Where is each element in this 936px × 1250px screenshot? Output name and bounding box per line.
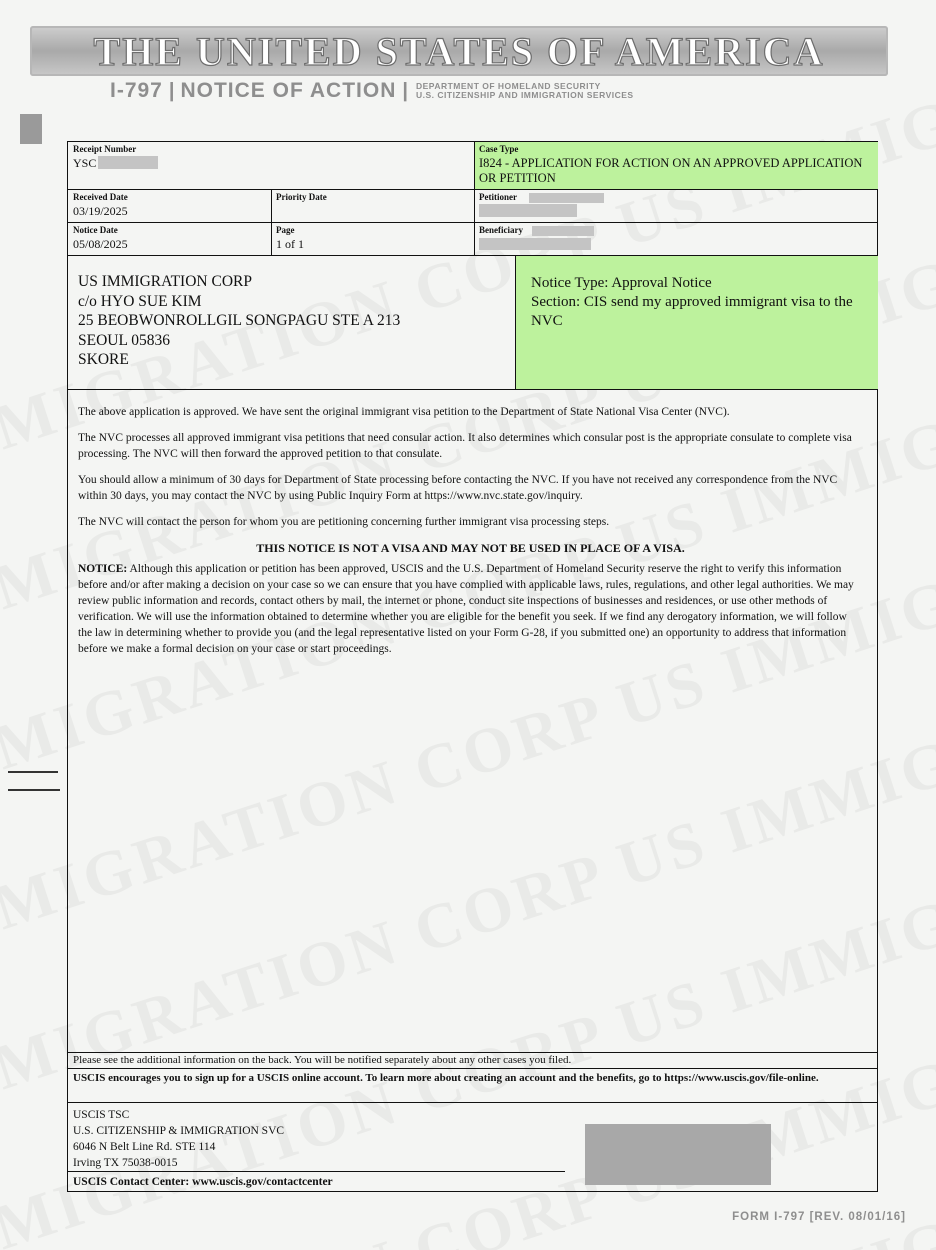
fold-mark [8, 771, 58, 773]
body-paragraph: You should allow a minimum of 30 days for Department of State processing before contacting the NVC. If you have not received any correspondence from the NVC within 30 days, you may contact the NVC by using Public Inquiry Form at https://www.nvc.state.gov/inquiry. [78, 474, 838, 502]
address-line: SKORE [78, 351, 129, 368]
back-info: Please see the additional information on the back. You will be notified separately about any other cases you filed. [73, 1054, 572, 1066]
body-paragraph: The above application is approved. We have sent the original immigrant visa petition to the Department of State National Visa Center (NVC). [78, 406, 730, 418]
notice-disclaimer [78, 561, 863, 657]
body-paragraph: The NVC will contact the person for whom you are petitioning concerning further immigrant visa processing steps. [78, 516, 610, 528]
case-type-value: I824 - APPLICATION FOR ACTION ON AN APPROVED APPLICATION OR PETITION [479, 156, 863, 185]
barcode-redaction [585, 1124, 771, 1185]
redaction [532, 226, 594, 236]
divider [68, 1102, 878, 1103]
case-type-cell [474, 142, 878, 190]
notice-form [67, 141, 878, 1192]
department-line1: DEPARTMENT OF HOMELAND SECURITY [415, 81, 601, 91]
priority-date-label: Priority Date [276, 192, 327, 202]
divider [68, 1171, 565, 1172]
address-line: 25 BEOBWONROLLGIL SONGPAGU STE A 213 [78, 312, 401, 329]
address-line: c/o HYO SUE KIM [78, 292, 202, 310]
department-line2: U.S. CITIZENSHIP AND IMMIGRATION SERVICES [415, 90, 634, 100]
notice-body [78, 404, 863, 667]
received-date-label: Received Date [73, 192, 128, 202]
received-date-cell [68, 190, 271, 223]
receipt-number-label: Receipt Number [73, 144, 137, 154]
divider [68, 1052, 878, 1053]
redaction [479, 204, 577, 217]
header-separator: | [168, 79, 175, 102]
visa-warning: THIS NOTICE IS NOT A VISA AND MAY NOT BE USED IN PLACE OF A VISA. [256, 541, 685, 555]
contact-center: USCIS Contact Center: www.uscis.gov/contactcenter [73, 1176, 333, 1188]
uscis-office-address [73, 1107, 284, 1171]
receipt-number-value: YSC [73, 156, 97, 170]
beneficiary-label: Beneficiary [479, 225, 523, 235]
case-type-label: Case Type [479, 144, 519, 154]
online-account-info: USCIS encourages you to sign up for a USCIS online account. To learn more about creating an account and the benefits, go to https://www.uscis.gov/file-online. [73, 1072, 819, 1084]
form-title: NOTICE OF ACTION [180, 79, 397, 102]
divider [68, 389, 878, 390]
department-name [416, 82, 634, 100]
notice-type-text [531, 274, 872, 331]
petitioner-cell [474, 190, 878, 223]
notice-date-cell [68, 223, 271, 256]
scan-mark [20, 114, 42, 144]
country-banner: THE UNITED STATES OF AMERICA [30, 26, 888, 76]
office-line: U.S. CITIZENSHIP & IMMIGRATION SVC [73, 1125, 285, 1137]
notice-type-box [515, 256, 878, 389]
page-value: 1 of 1 [276, 237, 304, 251]
form-revision: FORM I-797 [REV. 08/01/16] [732, 1211, 906, 1223]
office-line: Irving TX 75038-0015 [73, 1157, 178, 1169]
redaction [479, 238, 591, 250]
header-separator: | [402, 79, 408, 102]
notice-label: NOTICE: [78, 563, 128, 575]
notice-section: Section: CIS send my approved immigrant visa to the NVC [531, 294, 853, 329]
priority-date-cell [271, 190, 474, 223]
page-cell [271, 223, 474, 256]
receipt-number-cell [68, 142, 474, 190]
redaction [529, 193, 604, 203]
divider [474, 142, 475, 256]
office-line: USCIS TSC [73, 1109, 130, 1121]
office-line: 6046 N Belt Line Rd. STE 114 [73, 1141, 216, 1153]
address-line: US IMMIGRATION CORP [78, 273, 252, 290]
body-paragraph: The NVC processes all approved immigrant visa petitions that need consular action. It also determines which consular post is the appropriate consulate to complete visa processing. The NVC will then forward the approved petition to that consulate. [78, 432, 852, 460]
address-line: SEOUL 05836 [78, 331, 170, 349]
divider [68, 1068, 878, 1069]
redaction [98, 156, 158, 169]
petitioner-label: Petitioner [479, 192, 517, 202]
form-subheader [110, 78, 634, 104]
notice-date-label: Notice Date [73, 225, 118, 235]
notice-disclaimer-text: Although this application or petition has been approved, USCIS and the U.S. Department of Homeland Security reserve the right to verify this information before and/or after making a decision on your case so we can ensure that you have complied with applicable laws, rules, regulations, and other legal authorities. We may review public information and records, contact others by mail, the internet or phone, conduct site inspections of businesses and residences, or use other methods of verification. We will use the information obtained to determine whether you are eligible for the benefit you seek. If we find any derogatory information, we will follow the law in determining whether to provide you (and the legal representative listed on your Form G-28, if you submitted one) an opportunity to address that information before we make a formal decision on your case or start proceedings. [78, 563, 854, 655]
recipient-address [78, 272, 400, 370]
divider [271, 190, 272, 256]
page-label: Page [276, 225, 295, 235]
received-date-value: 03/19/2025 [73, 204, 128, 218]
fold-mark [8, 789, 60, 791]
notice-date-value: 05/08/2025 [73, 237, 128, 251]
form-id: I-797 [110, 79, 163, 102]
beneficiary-cell [474, 223, 878, 256]
notice-type: Notice Type: Approval Notice [531, 275, 712, 291]
